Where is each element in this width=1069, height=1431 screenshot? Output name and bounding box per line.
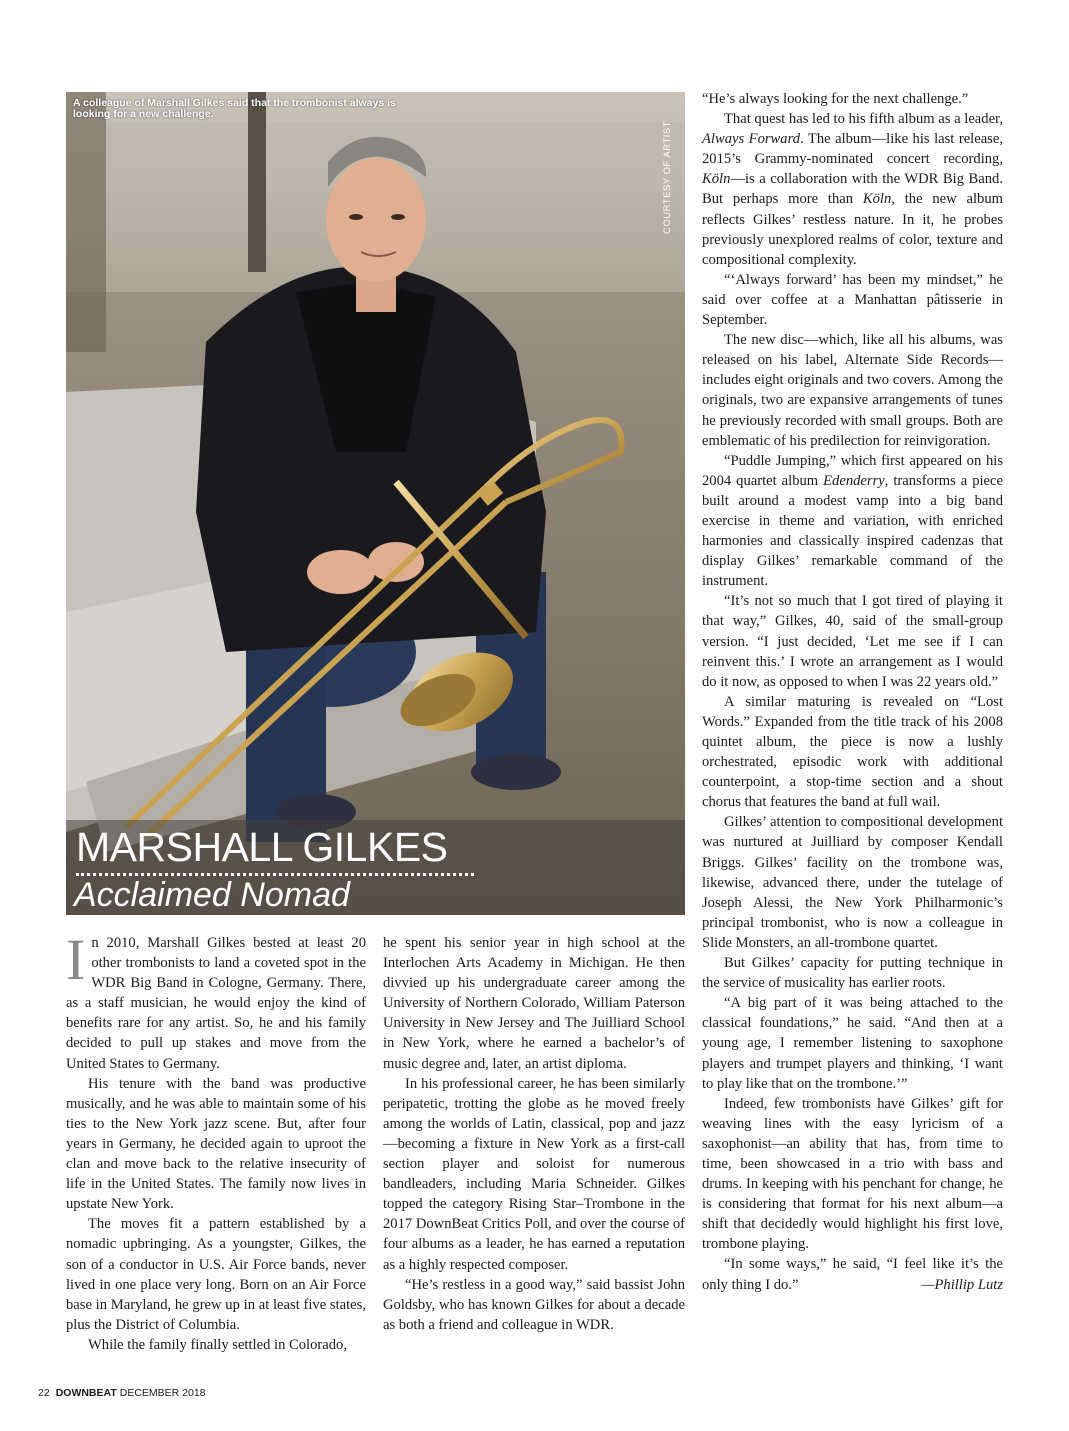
paragraph: “It’s not so much that I got tired of playing it that way,” Gilkes, 40, said of the small-group version. “I just decided, ‘Let me see if I can reinvent this.’ I wrote an arrangement as I would do it now, as opposed to when I was 22 years old.” [702, 593, 1003, 690]
trombonist-illustration [66, 92, 685, 915]
paragraph: “Puddle Jumping,” which first appeared on his 2004 quartet album Edenderry, transforms a piece built around a modest vamp into a big band exercise in theme and variation, with enriched harmonies and classically inspired cadenzas that display Gilkes’ remarkable command of the instrument. [702, 452, 1003, 590]
feature-photo [66, 92, 685, 915]
photo-caption: A colleague of Marshall Gilkes said that the trombonist always is looking for a new challenge. [73, 97, 396, 120]
issue-date: DECEMBER 2018 [119, 1387, 206, 1399]
author-signature: —Phillip Lutz [921, 1276, 1003, 1293]
paragraph: he spent his senior year in high school at the Interlochen Arts Academy in Michigan. He then divvied up his undergraduate career among the University of Northern Colorado, William Paterson University in New Jersey and The Juilliard School in New York, where he earned a bachelor’s of music degree and, later, an artist diploma. [383, 935, 685, 1072]
paragraph: “A big part of it was being attached to the classical foundations,” he said. “And then at a young age, I remember listening to saxophone players and trumpet players and thinking, ‘I want to play like that on the trombone.’” [702, 995, 1003, 1092]
paragraph: Gilkes’ attention to compositional development was nurtured at Juilliard by composer Kendall Briggs. Gilkes’ facility on the trombone was, likewise, advanced there, under the tutelage of Joseph Alessi, the New York Philharmonic’s principal trombonist, who is now a colleague in Slide Monsters, an all-trombone quartet. [702, 814, 1003, 951]
paragraph: In 2010, Marshall Gilkes bested at least 20 other trombonists to land a coveted spot in the WDR Big Band in Cologne, Germany. There, as a staff musician, he would enjoy the kind of benefits rare for any artist. So, he and his family decided to pull up stakes and move from the United States to Germany. [66, 927, 366, 1072]
paragraph: In his professional career, he has been similarly peripatetic, trotting the globe as he moved freely among the worlds of Latin, classical, pop and jazz—becoming a fixture in New York as a first-call section player and soloist for numerous bandleaders, including Maria Schneider. Gilkes topped the category Rising Star–Trombone in the 2017 DownBeat Critics Poll, and over the course of four albums as a leader, he has earned a reputation as a highly respected composer. [383, 1075, 685, 1273]
album-title: Edenderry [823, 472, 885, 489]
paragraph: “He’s always looking for the next challenge.” [702, 91, 969, 107]
album-title: Köln [702, 171, 731, 188]
paragraph: “‘Always forward’ has been my mindset,” he said over coffee at a Manhattan pâtisserie in September. [702, 271, 1003, 329]
page-footer [38, 1387, 206, 1399]
paragraph: That quest has led to his fifth album as a leader, Always Forward. The album—like his last release, 2015’s Grammy-nominated concert recording, Köln—is a collaboration with the WDR Big Band. But perhaps more than Köln, the new album reflects Gilkes’ restless nature. In it, he probes previously unexplored realms of color, texture and compositional complexity. [702, 111, 1003, 268]
article-title: MARSHALL GILKES [76, 824, 448, 870]
page-number: 22 [38, 1387, 50, 1399]
article-column-3 [702, 89, 1003, 1295]
paragraph: The moves fit a pattern established by a nomadic upbringing. As a youngster, Gilkes, the son of a conductor in U.S. Air Force bands, never lived in one place very long. Born on an Air Force base in Maryland, he grew up in at least five states, plus the District of Columbia. [66, 1216, 366, 1333]
paragraph: Indeed, few trombonists have Gilkes’ gift for weaving lines with the easy lyricism of a saxophonist—an ability that has, from time to time, been showcased in a trio with bass and drums. In keeping with his penchant for change, he is considering that format for his next album—a shift that decidedly would highlight his first love, trombone playing. [702, 1095, 1003, 1253]
paragraph: “He’s restless in a good way,” said bassist John Goldsby, who has known Gilkes for about a decade as both a friend and colleague in WDR. [383, 1276, 685, 1333]
article-column-2 [383, 933, 685, 1335]
photo-credit: COURTESY OF ARTIST [662, 121, 673, 234]
paragraph: A similar maturing is revealed on “Lost Words.” Expanded from the title track of his 2008 quintet album, the piece is now a lushly orchestrated, episodic work with additional counterpoint, a stop-time section and a shout chorus that features the band at full wail. [702, 693, 1003, 811]
drop-cap: I [66, 927, 86, 992]
album-title: Köln [862, 191, 892, 208]
paragraph: His tenure with the band was productive musically, and he was able to maintain some of his ties to the New York jazz scene. But, after four years in Germany, he decided again to uproot the clan and move back to the relative insecurity of life in the United States. The family now lives in upstate New York. [66, 1075, 366, 1213]
paragraph: But Gilkes’ capacity for putting technique in the service of musicality has earlier roots. [702, 955, 1003, 992]
album-title: Always Forward [702, 131, 801, 148]
article-column-1 [66, 927, 366, 1355]
article-subtitle: Acclaimed Nomad [74, 876, 350, 914]
paragraph: The new disc—which, like all his albums, was released on his label, Alternate Side Records—includes eight originals and two covers. Among the originals, two are expansive arrangements of tunes he previously recorded with small groups. Both are emblematic of his predilection for reinvigoration. [702, 332, 1003, 449]
magazine-name: DOWNBEAT [55, 1387, 117, 1399]
paragraph: While the family finally settled in Colorado, [88, 1336, 347, 1353]
paragraph: “In some ways,” he said, “I feel like it’s the only thing I do.” —Phillip Lutz [702, 1254, 1003, 1294]
